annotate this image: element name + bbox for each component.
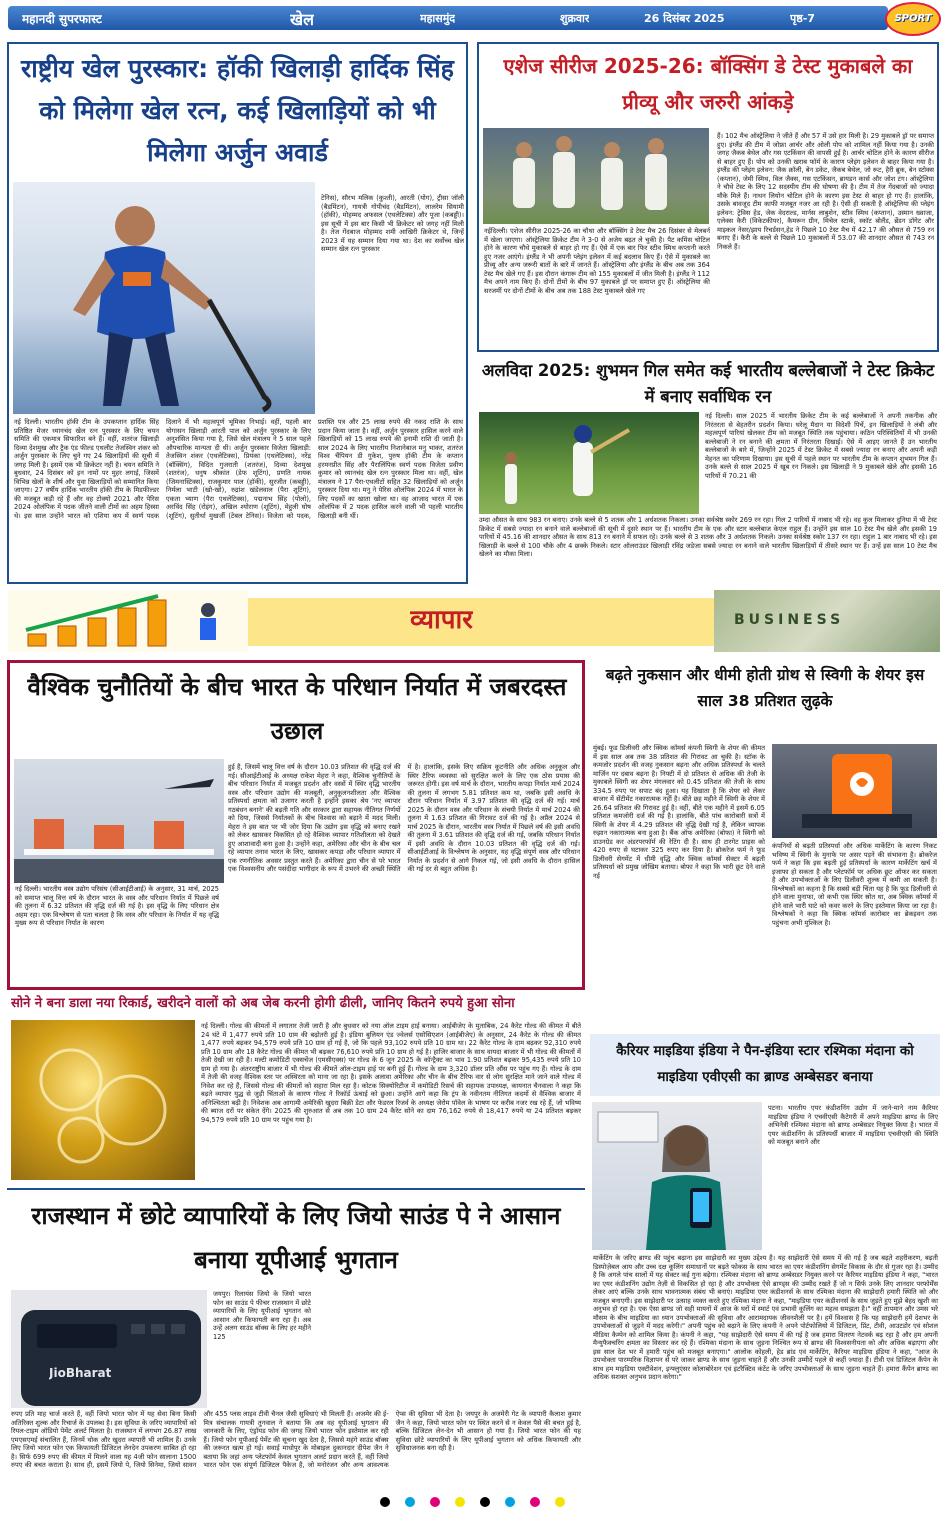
rashmika-headline: कैरियर माइडिया इंडिया ने पैन-इंडिया स्टार रश्मिका मंदाना को माइडिया एवीएसी का ब्राण्ड अम्बेसडर बनाया <box>616 1043 914 1085</box>
ashes-body-right: हैं। 102 मैच ऑस्ट्रेलिया ने जीते हैं और 57 में उसे हार मिली है। 29 मुकाबले ड्रॉ पर समाप्त हुए। इंग्लैंड की टीम में जोफ्रा आर्चर और ओली पोप को शामिल नहीं किया गया है। उनकी जगह जैकब बेथेल और गस एटकिंसन की वापसी हुई है। आर्चर चोटिल होने के कारण सीरीज से बाहर हुए हैं। पोप को उनकी खराब फॉर्म के कारण प्लेइंग इलेवन से बाहर किया गया है। इंग्लैंड की प्लेइंग इलेवन: जैक क्रॉली, बेन डकेट, जैकब बेथेल, जो रूट, हैरी ब्रूक, बेन स्टोक्स (कप्तान), जेमी स्मिथ, विल जैक्स, गस एटकिंसन, ब्रायडन कार्स और जोश टंग। ऑस्ट्रेलिया ने चौथे टेस्ट के लिए 12 सदस्यीय टीम की घोषणा की है। टीम में तेज गेंदबाजों को ज्यादा मौके मिले हैं। नाथन लियोन चोटिल होने के कारण इस टेस्ट से बाहर हो गए हैं। हालांकि, उसके बावजूद टीम काफी मजबूत नजर आ रही है। ऐसी ही सकती है ऑस्ट्रेलिया की प्लेइंग इलेवन: ट्रेविस हेड, जेक वेदराल्ड, मार्नस लाबुशेन, स्टीव स्मिथ (कप्तान), उस्मान ख्वाजा, एलेक्स कैरी (विकेटकीपर), कैमरून ग्रीन, मिचेल स्टार्क, स्कॉट बोलैंड, ब्रेंडन डॉगेट और माइकल नेसर/झाय रिचर्डसन,हेड ने पिछले 10 टेस्ट मैच में 42.17 की औसत से 759 रन बनाए हैं। कैरी के बल्ले से पिछले 10 मुकाबलों में 53.07 की शानदार औसत से 743 रन निकले हैं। <box>717 132 934 251</box>
rashmika-article <box>590 1034 940 1482</box>
money-notes-illustration <box>714 590 940 652</box>
print-registration-dots <box>0 1492 945 1512</box>
swiggy-body-right: कंपनियों से बढ़ती प्रतिस्पर्धा और अधिक मार्केटिंग के कारण निकट भविष्य में स्विगी के मुनाफे पर असर पड़ने की संभावना है। ब्रोकरेज फर्म ने कहा कि इस बढ़ती हुई प्रतिस्पर्धा के कारण मार्केटिंग खर्च में इजाफा हो सकता है और प्लेटफॉर्म पर अधिक छूट ऑफर कर सकता है और उपभोक्ताओं के लिए डिलीवरी शुल्क में कमी आ सकती है। विश्लेषकों का कहना है कि सबसे बड़ी चिंता यह है कि फूड डिलीवरी से होने वाला मुनाफा, जो कभी एक स्थिर स्रोत था, अब क्विक कॉमर्स में होने वाले भारी घाटे को कवर करने के लिए इस्तेमाल किया जा रहा है। विश्लेषकों ने कहा कि क्विक कॉमर्स कारोबार का ब्रेकइवन तक पहुंचना अभी मुश्किल है। <box>772 842 937 927</box>
dot-magenta-2 <box>530 1497 540 1507</box>
ashes-players-figure <box>483 128 709 224</box>
dot-yellow-2 <box>555 1497 565 1507</box>
jio-body: रुपए प्रति माह चार्ज करते हैं, वहीं जियो भारत फोन में यह सेवा बिना किसी अतिरिक्त शुल्क और रिचार्ज के उपलब्ध है। इस सुविधा के जरिए व्यापारियों को रियल-टाइम ऑडियो पेमेंट अलर्ट मिलता है। राजस्थान में लगभग 26.87 लाख एमएसएमई संचालित हैं, जिनमें थोक और खुदरा व्यापारी भी शामिल हैं। उनके लिए जियो भारत फोन एक किफायती डिजिटल लेनदेन उपकरण साबित हो रहा है। सिर्फ 699 रुपए की कीमत में मिलने वाला यह 4जी फोन सालाना 1500 रुपए की बचत कराता है। साथ ही, इसमें जियो पे, जियो सिनेमा, जियो सावन और 455 प्लस लाइव टीवी चैनल जैसी सुविधाएं भी मिलती हैं। अजमेर की ई-मित्र संचालक गायत्री तुनवाल ने बताया कि अब वह यूपीआई भुगतान की जानकारी के लिए, एंड्रॉयड फोन की जगह जियो भारत फोन इस्तेमाल कर रही हैं। जियो फोन यूपीआई पेमेंट की सूचना खुद देता है, जिससे महंगे साउंड बॉक्स की जरूरत खत्म हो गई। सवाई माधोपुर के मोबाइल दुकानदार दीपेश जैन ने बताया कि जहां अन्य प्लेटफॉर्म केवल भुगतान अलर्ट प्रदान करते हैं, वहीं जियो भारत फोन एक संपूर्ण डिजिटल पैकेज है, जो मनोरंजन और अन्य आवश्यक ऐप्स की सुविधा भी देता है। जयपुर के अजमेरी गेट के व्यापारी कैलाश कुमार जैन ने कहा, जियो भारत फोन पर स्थित करने से न केवल पैसे की बचत हुई है, बल्कि डिजिटल लेन-देन भी आसान हो गया है। जियो भारत फोन की यह सुविधा छोटे व्यापारियों के लिए यूपीआई भुगतान को अधिक किफायती और सुविधाजनक बना रही है। <box>11 1410 581 1469</box>
paper-name: महानदी सुपरफास्ट <box>22 12 102 26</box>
ashes-article <box>477 42 939 352</box>
dot-magenta <box>430 1497 440 1507</box>
masthead <box>0 0 945 38</box>
gold-ornament-icon <box>11 1020 195 1180</box>
jio-phone-brand: JioBharat <box>49 1366 112 1380</box>
gill-body-top: नई दिल्ली। साल 2025 में भारतीय क्रिकेट टीम के कई बल्लेबाजों ने अपनी तकनीक और निरंतरता से बेहतरीन प्रदर्शन किया। घरेलू मैदान या विदेशी पिचें, इन खिलाड़ियों ने लंबी और महत्वपूर्ण पारियां खेलकर टीम को मजबूत स्थिति तक पहुंचाया। कठिन परिस्थितियों में भी उनकी बल्लेबाजी ने रन बनाने की क्षमता में निरंतरता दिखाई। ऐसे में आइए जानते हैं उन भारतीय बल्लेबाजों के बारे में, जिन्होंने 2025 में टेस्ट क्रिकेट में सबसे ज्यादा रन बनाए और अपनी कड़ी मेहनत का परिणाम दिखाया। इस सूची में पहले स्थान पर भारतीय टीम के कप्तान शुभमन गिल हैं। उनके बल्ले से साल 2025 में खूब रन निकले। इस खिलाड़ी ने 9 मुकाबले खेले और इसकी 16 पारियों में 70.21 की <box>705 412 937 480</box>
gold-article <box>7 994 585 1184</box>
swiggy-article <box>590 660 940 1030</box>
ashes-celebration-photo <box>483 128 709 224</box>
factory-workers-figure <box>14 759 224 883</box>
textile-body-main: हुई है, जिसमें चालू वित्त वर्ष के दौरान 10.03 प्रतिशत की वृद्धि दर्ज की गई। सीआईटीआई के अध्यक्ष राकेश मेहरा ने कहा, वैश्विक चुनौतियों के बीच परिधान निर्यात में मजबूत प्रदर्शन और वस्त्रों में स्थिर वृद्धि भारतीय वस्त्र और परिधान उद्योग की मजबूती, अनुकूलनशीलता और वैश्विक प्रतिस्पर्धा क्षमता को उजागर करती है इन्होंने इसका श्रेय 'नए व्यापार गठबंधन बनाने' की बढ़ती गति और सरकार द्वारा सहायक नीतिगत निर्णयों को दिया, जिससे निर्यातकों के बीच विश्वास को बढ़ाने में मदद मिली। मेहरा ने इस बात पर भी जोर दिया कि उद्योग इस वृद्धि को बनाए रखने को लेकर खासकर विकसित हो रहे वैश्विक व्यापार गतिशीलता को देखते हुए आशावादी बना हुआ है। उन्होंने कहा, अमेरिका और चीन के बीच चल रहे व्यापार तनाव भारत के लिए, खासकर कपड़ा और परिधान व्यापार में एक रणनीतिक अवसर प्रस्तुत करते हैं। अमेरिका द्वारा चीन से परे भारत एक विश्वसनीय और पसंदीदा भागीदार के रूप में उभरने की अच्छी स्थिति में है। हालांकि, इसके लिए सक्रिय कूटनीति और अधिक अनुकूल और स्थिर टैरिफ व्यवस्था को सुरक्षित करने के लिए एक ठोस प्रयास की जरूरत होगी। इस वर्ष मार्च के दौरान, भारतीय कपड़ा निर्यात मार्च 2024 की तुलना में लगभग 5.81 प्रतिशत कम था, जबकि इसी अवधि के दौरान परिधान निर्यात में 3.97 प्रतिशत की वृद्धि दर्ज की गई। मार्च 2025 के दौरान वस्त्र और परिधान के संचयी निर्यात में मार्च 2024 की तुलना में 1.63 प्रतिशत की गिरावट दर्ज की गई है। अप्रैल 2024 से मार्च 2025 के दौरान, भारतीय वस्त्र निर्यात में पिछले वर्ष की इसी अवधि की तुलना में 3.61 प्रतिशत की वृद्धि दर्ज की गई, जबकि परिधान निर्यात में इसी अवधि के दौरान 10.03 प्रतिशत की वृद्धि दर्ज की गई। सीआईटीआई के विश्लेषण के अनुसार, यह वृद्धि संपूर्ण वस्त्र और परिधान निर्यात के प्रदर्शन से आगे निकल गई, जो इसी अवधि के दौरान हासिल की गई दर से बहुत अधिक है। <box>228 763 580 873</box>
city-name: महासमुंद <box>420 12 456 25</box>
gold-jewellery-photo <box>11 1020 195 1180</box>
jio-phone-photo <box>11 1290 207 1408</box>
dot-yellow <box>455 1497 465 1507</box>
textile-headline: वैश्विक चुनौतियों के बीच भारत के परिधान निर्यात में जबरदस्त उछाल <box>27 673 567 745</box>
hockey-body: नई दिल्ली। भारतीय हॉकी टीम के उपकप्तान हार्दिक सिंह प्रतिष्ठित मेजर ध्यानचंद खेल रत्न पुरस्कार के लिए चयन समिति की एकमात्र सिफारिश बने हैं। वहीं, शतरंज खिलाड़ी दिव्या देशमुख और ट्रैक एंड फील्ड एथलीट तेजस्विन शंकर को अर्जुन पुरस्कार के लिए चुने गए 24 खिलाड़ियों की सूची में जगह मिली है। इसमें एक भी क्रिकेटर नहीं है। चयन समिति ने बुधवार, 24 दिसंबर को इन नामों पर मुहर लगाई, जिसमें विभिन्न खेलों के शीर्ष और युवा खिलाड़ियों को सम्मानित किया जाएगा। 27 वर्षीय हार्दिक भारतीय हॉकी टीम के मिडफील्डर की मजबूत कड़ी रहे हैं और वह टोक्यो 2021 और पेरिस 2024 ओलंपिक में पदक जीतने वाली टीमों का अहम हिस्सा थे। इस साल उन्होंने भारत को एशिया कप में स्वर्ण पदक दिलाने में भी महत्वपूर्ण भूमिका निभाई। वहीं, पहली बार योगासन खिलाड़ी आरती पाल को अर्जुन पुरस्कार के लिए अनुशंसित किया गया है, जिसे खेल मंत्रालय ने 5 साल पहले औपचारिक मान्यता दी थी। अर्जुन पुरस्कार विजेता खिलाड़ी: तेजस्विन शंकर (एथलेटिक्स), प्रियंका (एथलेटिक्स), नरेंद्र (बॉक्सिंग), विदित गुजराती (शतरंज), दिव्या देशमुख (शतरंज), धनुष श्रीकांत (डेफ शूटिंग), प्रणति नायक (जिमनास्टिक्स), राजकुमार पाल (हॉकी), सुरजीत (कबड्डी), निर्मला भाटी (खो-खो), रुद्रांश खंडेलवाल (पैरा शूटिंग), एकता भ्याण (पैरा एथलेटिक्स), पद्मनाभ सिंह (पोलो), अरविंद सिंह (रोइंग), अखिल श्योराण (शूटिंग), मेहुली घोष (शूटिंग), सुतीर्था मुखर्जी (टेबल टेनिस)। विजेता को पदक, प्रशस्ति पत्र और 25 लाख रुपये की नकद राशि के साथ प्रदान किया जाता है। वहीं, अर्जुन पुरस्कार हासिल करने वाले खिलाड़ियों को 15 लाख रुपये की इनामी राशि दी जाती है। साल 2024 के लिए भारतीय निशानेबाज मनु भाकर, शतरंज विश्व चैंपियन डी गुकेश, पुरुष हॉकी टीम के कप्तान हरमनप्रीत सिंह और पैरालिंपिक स्वर्ण पदक विजेता प्रवीण कुमार को ध्यानचंद खेल रत्न पुरस्कार मिला था। वहीं, खेल मंत्रालय ने 17 पैरा-एथलीटों सहित 32 खिलाड़ियों को अर्जुन पुरस्कार दिया था। मनु ने पेरिस ओलंपिक 2024 में भारत के लिए पदकों का खाता खोला था। वह आजाद भारत में एक ओलंपिक में 2 पदक हासिल करने वाली भी पहली भारतीय खिलाड़ी बनी थीं। <box>14 418 463 520</box>
hockey-headline: राष्ट्रीय खेल पुरस्कार: हॉकी खिलाड़ी हार्दिक सिंह को मिलेगा खेल रत्न, कई खिलाड़ियों को भी मिलेगा अर्जुन अवार्ड <box>21 54 454 167</box>
money-note-text: BUSINESS <box>734 612 845 628</box>
growth-illustration <box>8 590 248 652</box>
sport-logo <box>885 2 941 36</box>
rashmika-body: मार्केटिंग के जरिए ब्राण्ड की पहुंच बढ़ाना इस साझेदारी का मुख्य उद्देश्य है। यह साझेदारी ऐसे समय में की गई है जब बढ़ते शहरीकरण, बढ़ती डिस्पोज़ेबल आय और उच्च दक्ष कूलिंग समाधानों पर बढ़ते फोकस के साथ भारत का एयर कंडीशनिंग सेगमेंट विकास के दौर से गुजर रहा है। उम्मीद है कि अगले पांच सालों में यह सेक्टर कई गुना बढ़ेगा। रश्मिका मंदाना को ब्राण्ड अम्बेसडर नियुक्त करने पर कैरियर माइडिया इंडिया ने कहा, "भारत का एयर कंडीशनिंग उद्योग तेज़ी से विकसित हो रहा है और उपभोक्ता ऐसे ब्राण्ड्स की उम्मीद रखते हैं जो न सिर्फ उनके लिए शानदार परफोर्मेंस लेकर आएं बल्कि उनके साथ भावनात्मक संबंध भी बनाएं। माइडिया एयर कंडीशनर्स के साथ रश्मिका मंदाना की साझेदारी हमारी स्थिति को और मजबूत बनाएगी। इस साझेदारी पर उत्साह व्यक्त करते हुए रश्मिका मंदाना ने कहा, "माइडिया एयर कंडीशनर्स के साथ जुड़ते हुए मुझे बेहद खुशी का अनुभव हो रहा है। एक ऐसा ब्राण्ड जो सही मायनों में आज के घरों में स्मार्ट एवं प्रभावी कूलिंग का महत्व समझता है।" वहीं तापमान और उमस भरे मौसम के बीच माइडिया का ध्यान उपभोक्ताओं की सुविधा और आरामदायक जीवनशैली पर है। हमें विश्वास है कि यह साझेदारी हमें देशभर के उपभोक्ताओं से जुड़ने में मदद करेगी।" अपनी पहुंच को बढ़ाने के लिए कंपनी ने अपने पोर्टफोलियो में डिजिटल, प्रिंट, टीवी, आउटडोर एवं सोशल मीडिया कैम्पेन को शामिल किया है। कंपनी ने कहा, "यह साझेदारी ऐसे समय में की गई है जब हमारा वितरण नेटवर्क बढ़ रहा है और हम अपनी मैन्युफैक्चरिंग क्षमता का विस्तार कर रहे हैं। रश्मिका मंदाना के साथ जुड़ना निश्चित रूप से ब्राण्ड की विश्वसनीयता को और अधिक बढ़ाएगा और इस साल देश भर में हमारी पहुंच को मजबूत बनाएगा।" आलोक कोहली, हेड ब्रांड एवं मार्केटिंग, कैरियर माइडिया इंडिया ने कहा, "आज के उपभोक्ता पारम्परिक विज्ञापन से परे जाकर ब्राण्ड के साथ जुड़ना चाहते हैं और उनकी उम्मीदें पहले से कहीं ज्यादा हैं। टीवी एवं डिजिटल कैंपेन के साथ हम माइडिया एक्टीवेशन, इन्फ्लुएंसर कोलाबोरेशन एवं इंटरैक्टिव कंटेंट के जरिए उपभोक्ताओं के साथ जुड़ना चाहते हैं। हमारा कैंपेन ब्राण्ड का अधिक सशक्त अनुभव प्रदान करेगा।" <box>593 1254 938 1381</box>
swiggy-body-top: मुंबई। फूड डिलीवरी और क्विक कॉमर्स कंपनी स्विगी के शेयर की कीमत में इस साल अब तक 38 प्रतिशत की गिरावट आ चुकी है। स्टॉक के कमजोर प्रदर्शन की वजह नुकसान बढ़ना और अधिक प्रतिस्पर्धा के चलते मार्जिन पर दबाव बढ़ना है। निफ्टी में दो प्रतिशत से अधिक की तेजी के मुकाबले स्विगी का शेयर मंगलवार को 0.45 प्रतिशत की तेजी के साथ 334.5 रुपए पर सपाट बंद हुआ। यह दिखाता है कि शेयर को लेकर बाजार में सेंटीमेंट नकारात्मक नहीं है। बीते छह महीने में स्विगी के शेयर में 26.64 प्रतिशत की गिरावट हुई है। वहीं, बीते एक महीने में इसमें 6.05 प्रतिशत कमजोरी दर्ज की गई है। हालांकि, बीते पांच कारोबारी सत्रों में स्विगी के शेयर में 4.29 प्रतिशत की वृद्धि देखी गई है, लेकिन व्यापक रुझान नकारात्मक बना हुआ है। बैंक ऑफ अमेरिका (बोफा) ने स्विगी को डाउनग्रेड कर अंडरपरफॉर्म की रेटिंग दी है। साथ ही टारगेट प्राइस को 420 रुपए से घटाकर 325 रुपए कर दिया है। ब्रोकरेज फर्म ने फूड डिलीवरी सेगमेंट में धीमी वृद्धि और क्विक कॉमर्स सेक्टर में बढ़ती प्रतिस्पर्धा को प्रमुख जोखिम बताया। बोफा ने कहा कि भारी छूट देने वाले नई <box>593 744 765 880</box>
hockey-article <box>7 42 468 584</box>
rashmika-body-side: पटना। भारतीय एयर कंडीशनिंग उद्योग में जाने-माने नाम कैरियर माइडिया इंडिया ने एचवीएसी कैटेगरी में अपने माइडिया ब्राण्ड के लिए अभिनेत्री रश्मिका मंदाना को ब्राण्ड अम्बेसडर नियुक्त किया है। भारत में एयर कंडीशनिंग के प्रतिस्पर्धी बाजार में माइडिया एचवीएसी की स्थिति को मजबूत बनाने और <box>768 1104 938 1146</box>
dot-cyan <box>405 1497 415 1507</box>
swiggy-rider-figure <box>772 744 937 838</box>
swiggy-headline: बढ़ते नुकसान और धीमी होती ग्रोथ से स्विगी के शेयर इस साल 38 प्रतिशत लुढ़के <box>605 666 925 710</box>
hockey-player-figure <box>13 182 315 414</box>
dot-cyan-2 <box>505 1497 515 1507</box>
day-name: शुक्रवार <box>560 12 590 25</box>
swiggy-rider-photo <box>772 744 937 838</box>
dot-black <box>380 1497 390 1507</box>
textile-article <box>7 660 585 990</box>
gill-batsman-photo <box>479 412 699 514</box>
hockey-side-text: टेनिस), सौरभ मलिक (कुश्ती), आरती (योग), ट्रीसा जॉली (बैडमिंटन), गायत्री गोपीचंद (बैडमिंटन), लालरेम सियामी (हॉकी), मोहम्मद अफसल (एथलेटिक्स) और पूजा (कबड्डी)। इस सूची में इस बार किसी भी क्रिकेटर को जगह नहीं मिली है। तेज गेंदबाज मोहम्मद शमी आखिरी क्रिकेटर थे, जिन्हें 2023 में यह सम्मान दिया गया था। देश का सर्वोच्च खेल सम्मान खेल रत्न पुरस्कार <box>321 194 464 253</box>
gill-batsman-figure <box>479 412 699 514</box>
gold-body: नई दिल्ली। गोल्ड की कीमतों में लगातार तेजी जारी है और बुधवार को नया ऑल टाइम हाई बनाया। आईबीजेए के मुताबिक, 24 कैरेट गोल्ड की कीमत में बीते 24 घंटे में 1,477 रुपये प्रति 10 ग्राम की बढ़ोतरी हुई है। इंडिया बुलियन एंड ज्वेलर्स एसोसिएशन (आईबीजेए) के अनुसार, 24 कैरेट के गोल्ड की कीमत 1,477 रुपये बढ़कर 94,579 रुपये प्रति 10 ग्राम हो गई है, जो कि पहले 93,102 रुपये प्रति 10 ग्राम था। 22 कैरेट गोल्ड के दाम बढ़कर 92,310 रुपये प्रति 10 ग्राम और 18 कैरेट गोल्ड की कीमत भी बढ़कर 76,610 रुपये प्रति 10 ग्राम हो गई है। हाजिर बाजार के साथ वायदा बाजार में भी गोल्ड की कीमतों में तेजी देखी जा रही है। मल्टी कमोडिटी एक्सचेंज (एमसीएक्स) पर गोल्ड के 6 जून 2025 के कॉन्ट्रैक्ट का भाव 1.90 प्रतिशत बढ़कर 95,435 रुपये प्रति 10 ग्राम हो गया है। अंतरराष्ट्रीय बाजार में भी गोल्ड की कीमतें ऑल-टाइम हाई पर बनी हुई हैं। गोल्ड के दाम 3,320 डॉलर प्रति औंस पर पहुंच गए हैं। गोल्ड के दाम में तेजी की वजह वैश्विक स्तर पर अस्थिरता को माना जा रहा है। इसके अलावा अमेरिका और चीन के बीच टैरिफ वार से लोग सुरक्षित माने जाने वाले गोल्ड में निवेश कर रहे हैं, जिससे गोल्ड की कीमतों को सहारा मिल रहा है। कोटक सिक्योरिटीज में कमोडिटी रिसर्च की सहायक उपाध्यक्ष, कायनात चैनवाला ने कहा कि बढ़ते व्यापार युद्ध से जुड़ी चिंताओं के कारण गोल्ड ने रिकॉर्ड ऊंचाई को छुआ। उन्होंने आगे कहा कि ट्रंप के नवीनतम नीतिगत कदमों से वैश्विक बाजार में अनिश्चितता बढ़ी है। निवेशक अब आगामी अमेरिकी खुदरा बिक्री डेटा और फेडरल रिजर्व के अध्यक्ष जेरोम पॉवेल के भाषण पर करीब नजर रख रहे हैं, जो भविष्य की ब्याज दरों पर संकेत देंगे। 2025 की शुरुआत से अब तक 10 ग्राम 24 कैरेट सोने का दाम 76,162 रुपये से 18,417 रुपये या 24 प्रतिशत बढ़कर 94,579 रुपये प्रति 10 ग्राम पर पहुंच गया है। <box>201 1022 581 1124</box>
ashes-headline: एशेज सीरीज 2025-26: बॉक्सिंग डे टेस्ट मुकाबले का प्रीव्यू और जरुरी आंकड़े <box>503 54 913 114</box>
section-name: खेल <box>290 10 314 29</box>
hockey-player-photo <box>13 182 315 414</box>
gill-article <box>477 356 939 584</box>
jio-article <box>7 1188 585 1482</box>
textile-body-left: नई दिल्ली। भारतीय वस्त्र उद्योग परिसंघ (सीआईटीआई) के अनुसार, 31 मार्च, 2025 को समाप्त चालू वित्त वर्ष के दौरान भारत के वस्त्र और परिधान निर्यात में पिछले वर्ष की तुलना में 6.32 प्रतिशत की वृद्धि दर्ज की गई है। इस वृद्धि के लिए परिधान क्षेत्र अहम रहा। एक विश्लेषण से पता चलता है कि वस्त्र और परिधान के निर्यात में यह वृद्धि मुख्य रूप से परिधान निर्यात के कारण <box>15 885 219 927</box>
coin-growth-icon <box>8 590 248 652</box>
dot-black-2 <box>480 1497 490 1507</box>
gold-headline: सोने ने बना डाला नया रिकार्ड, खरीदने वालों को अब जेब करनी होगी ढीली, जानिए कितने रुपये हुआ सोना <box>11 996 515 1011</box>
ashes-body-left: नईदिल्ली। एशेज सीरीज 2025-26 का चौथा और बॉक्सिंग डे टेस्ट मैच 26 दिसंबर से मेलबर्न में खेला जाएगा। ऑस्ट्रेलिया क्रिकेट टीम ने 3-0 से अजेय बढ़त ले चुकी है। पैट कमिंस चोटिल होने के कारण चौथे मुकाबले से बाहर हो गए हैं। ऐसे में एक बार फिर स्टीव स्मिथ कप्तानी करते हुए नजर आएंगे। इंग्लैंड ने भी अपनी प्लेइंग इलेवन में कई बदलाव किए हैं। ऐसे में मुकाबले का प्रीव्यू और अन्य जरूरी बातों के बारे में जानते हैं। ऑस्ट्रेलिया और इंग्लैंड के बीच अब तक 364 टेस्ट मैच खेले गए हैं। इस दौरान कंगारू टीम को 155 मुकाबलों में जीत मिली है। इंग्लैंड ने 112 मैच अपने नाम किए हैं। दोनों टीमों के बीच 97 मुकाबले ड्रॉ पर समाप्त हुए हैं। ऑस्ट्रेलिया की सरजमीं पर दोनों टीमों के बीच अब तक 188 टेस्ट मुकाबले खेले गए <box>484 227 710 295</box>
jio-phone-figure <box>11 1290 207 1408</box>
gill-body-bottom: उम्दा औसत के साथ 983 रन बनाए। उनके बल्ले से 5 शतक और 1 अर्धशतक निकला। उनका सर्वश्रेष्ठ स्कोर 269 रन रहा। गिल 2 पारियों में नाबाद भी रहे। वह कुल मिलाकर दुनिया में भी टेस्ट क्रिकेट में सबसे ज्यादा रन बनाने वाले बल्लेबाजों की सूची में दूसरे स्थान पर हैं। भारतीय टीम के एक और स्टार बल्लेबाज केएल राहुल हैं। उन्होंने इस साल 10 टेस्ट मैच खेले और इसकी 19 पारियों में 45.16 की शानदार औसत के साथ 813 रन बनाने में सफल रहे। उनके बल्ले से 3 शतक और 3 अर्धशतक निकले। उनका सर्वश्रेष्ठ स्कोर 137 रन रहा। राहुल 1 बार नाबाद भी रहे। इस खिलाड़ी के बल्ले से 100 चौके और 4 छक्के निकले। स्टार ऑलराउंडर खिलाड़ी रविंद्र जडेजा सबसे ज्यादा रन बनाने वाले भारतीय खिलाड़ियों में तीसरे स्थान पर हैं। उन्हें इस साल 10 टेस्ट मैच खेलने का मौका मिला। <box>479 516 937 558</box>
sport-logo-text: SPORT <box>894 13 932 24</box>
rashmika-figure <box>592 1102 762 1250</box>
date-text: 26 दिसंबर 2025 <box>644 12 725 25</box>
textile-factory-photo <box>14 759 224 883</box>
banner-title: व्यापार <box>410 605 473 635</box>
gill-headline: अलविदा 2025: शुभमन गिल समेत कई भारतीय बल्लेबाजों ने टेस्ट क्रिकेट में बनाए सर्वाधिक रन <box>481 361 935 406</box>
banner-yellow-strip <box>248 598 714 646</box>
business-banner <box>0 588 945 654</box>
jio-body-side: जयपुर। रिलायंस जियो के जियो भारत फोन का साउंड पे फीचर राजस्थान में छोटे व्यापारियों के लिए यूपीआई भुगतान को आसान और किफायती बना रहा है। अब उन्हें अलग साउंड बॉक्स के लिए हर महीने 125 <box>213 1290 311 1341</box>
jio-headline: राजस्थान में छोटे व्यापारियों के लिए जियो साउंड पे ने आसान बनाया यूपीआई भुगतान <box>31 1202 561 1274</box>
page-number: पृष्ठ-7 <box>790 12 815 25</box>
rashmika-photo <box>592 1102 762 1250</box>
